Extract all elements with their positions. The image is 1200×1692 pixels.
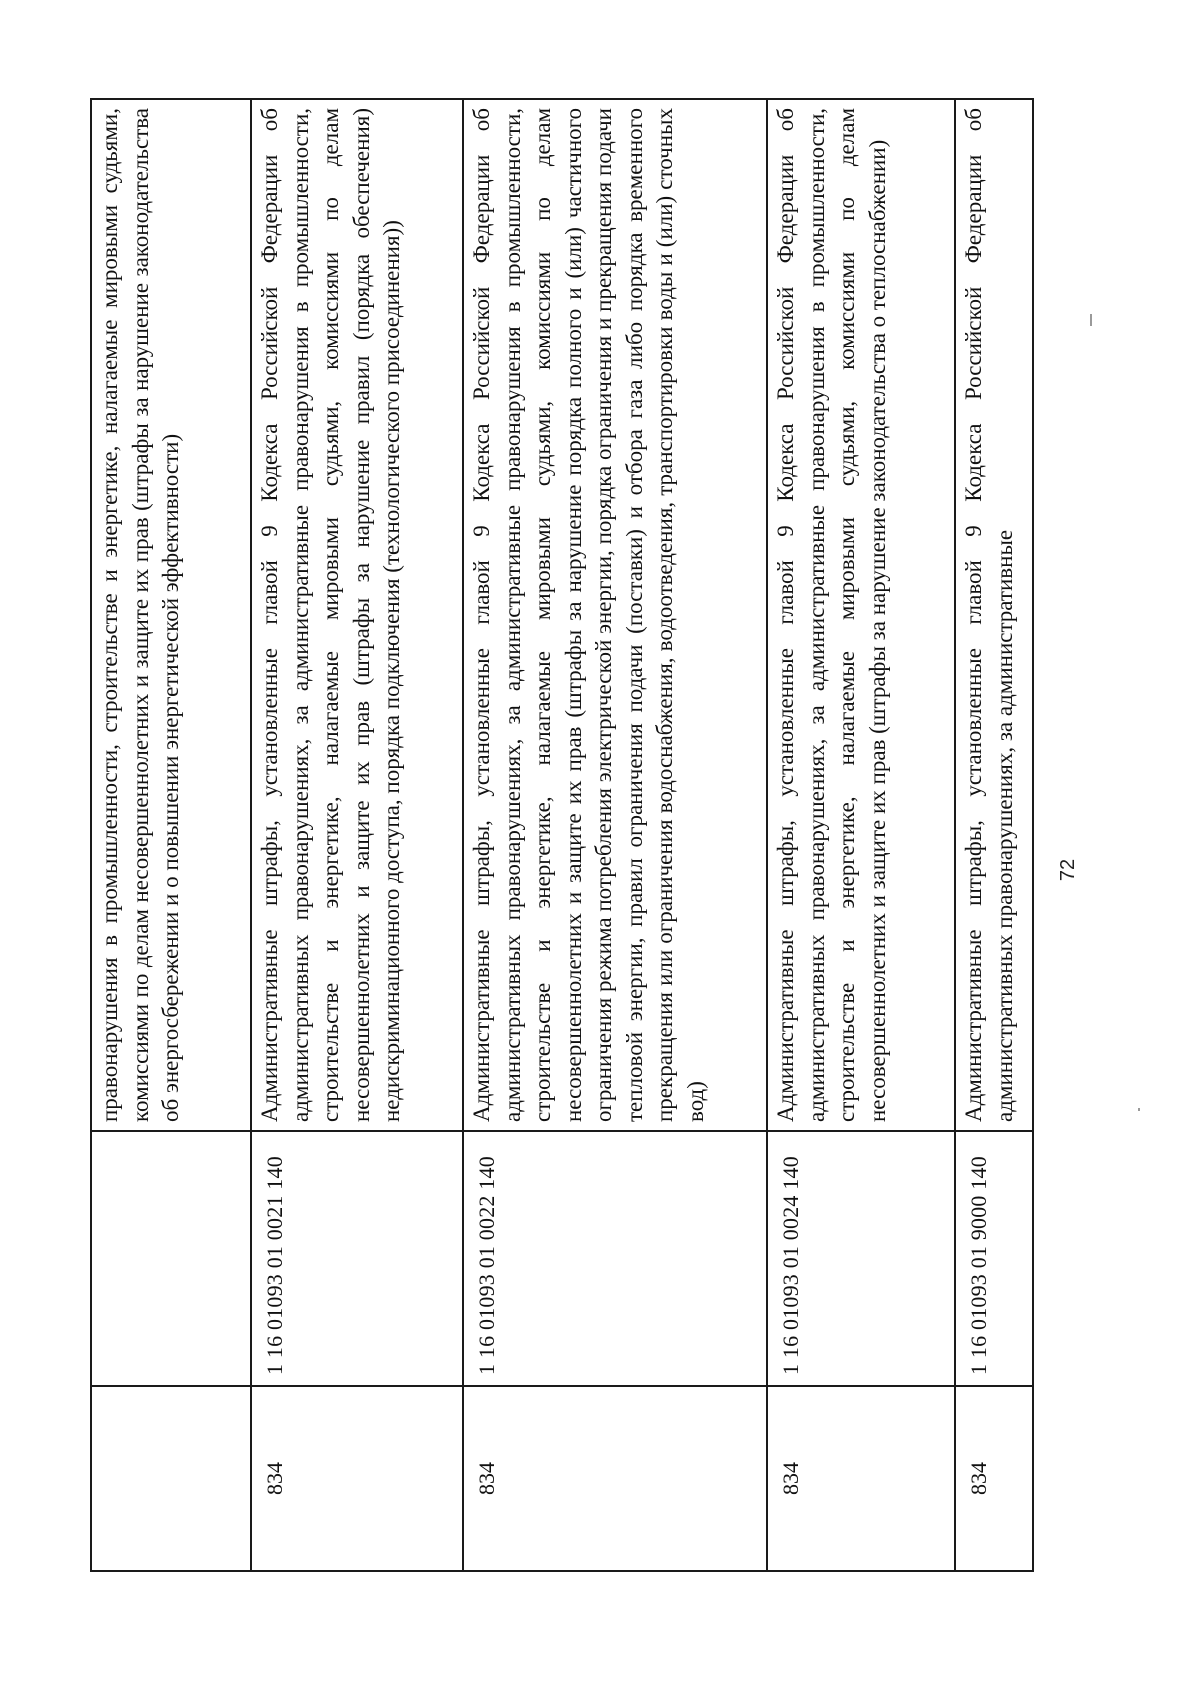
description-cell: Административные штрафы, установленные главой 9 Кодекса Российской Федерации об административных правонарушениях, за административные [955,99,1033,1131]
kbk-code-cell: 1 16 01093 01 0024 140 [767,1131,955,1386]
description-cell: Административные штрафы, установленные главой 9 Кодекса Российской Федерации об административных правонарушениях, за административные правонарушения в промышленности, строительстве и энергетике, налагаемые мировыми судьями, комиссиями по делам несовершеннолетних и защите их прав (штрафы за нарушение законодательства о теплоснабжении) [767,99,955,1131]
table-row [91,99,251,1571]
admin-code-cell: 834 [955,1386,1033,1571]
table-row [251,99,463,1571]
scan-speck [1138,1108,1140,1111]
table-row [767,99,955,1571]
kbk-code-cell: 1 16 01093 01 0021 140 [251,1131,463,1386]
budget-classification-table [90,98,1034,1572]
admin-code-cell: 834 [767,1386,955,1571]
description-cell: Административные штрафы, установленные главой 9 Кодекса Российской Федерации об административных правонарушениях, за административные правонарушения в промышленности, строительстве и энергетике, налагаемые мировыми судьями, комиссиями по делам несовершеннолетних и защите их прав (штрафы за нарушение правил (порядка обеспечения) недискриминационного доступа, порядка подключения (технологического присоединения)) [251,99,463,1131]
admin-code-cell: 834 [463,1386,767,1571]
admin-code-cell [91,1386,251,1571]
table-row [955,99,1033,1571]
description-cell: Административные штрафы, установленные главой 9 Кодекса Российской Федерации об административных правонарушениях, за административные правонарушения в промышленности, строительстве и энергетике, налагаемые мировыми судьями, комиссиями по делам несовершеннолетних и защите их прав (штрафы за нарушение порядка полного и (или) частичного ограничения режима потребления электрической энергии, порядка ограничения и прекращения подачи тепловой энергии, правил ограничения подачи (поставки) и отбора газа либо порядка временного прекращения или ограничения водоснабжения, водоотведения, транспортировки воды и (или) сточных вод) [463,99,767,1131]
rotated-document-page [90,100,1092,1572]
admin-code-cell: 834 [251,1386,463,1571]
table-row [463,99,767,1571]
kbk-code-cell [91,1131,251,1386]
kbk-code-cell: 1 16 01093 01 0022 140 [463,1131,767,1386]
kbk-code-cell: 1 16 01093 01 9000 140 [955,1131,1033,1386]
scan-speck [1090,314,1092,326]
page-number: 72 [1057,858,1079,882]
description-cell: правонарушения в промышленности, строительстве и энергетике, налагаемые мировыми судьями, комиссиями по делам несовершеннолетних и защите их прав (штрафы за нарушение законодательства об энергосбережении и о повышении энергетической эффективности) [91,99,251,1131]
